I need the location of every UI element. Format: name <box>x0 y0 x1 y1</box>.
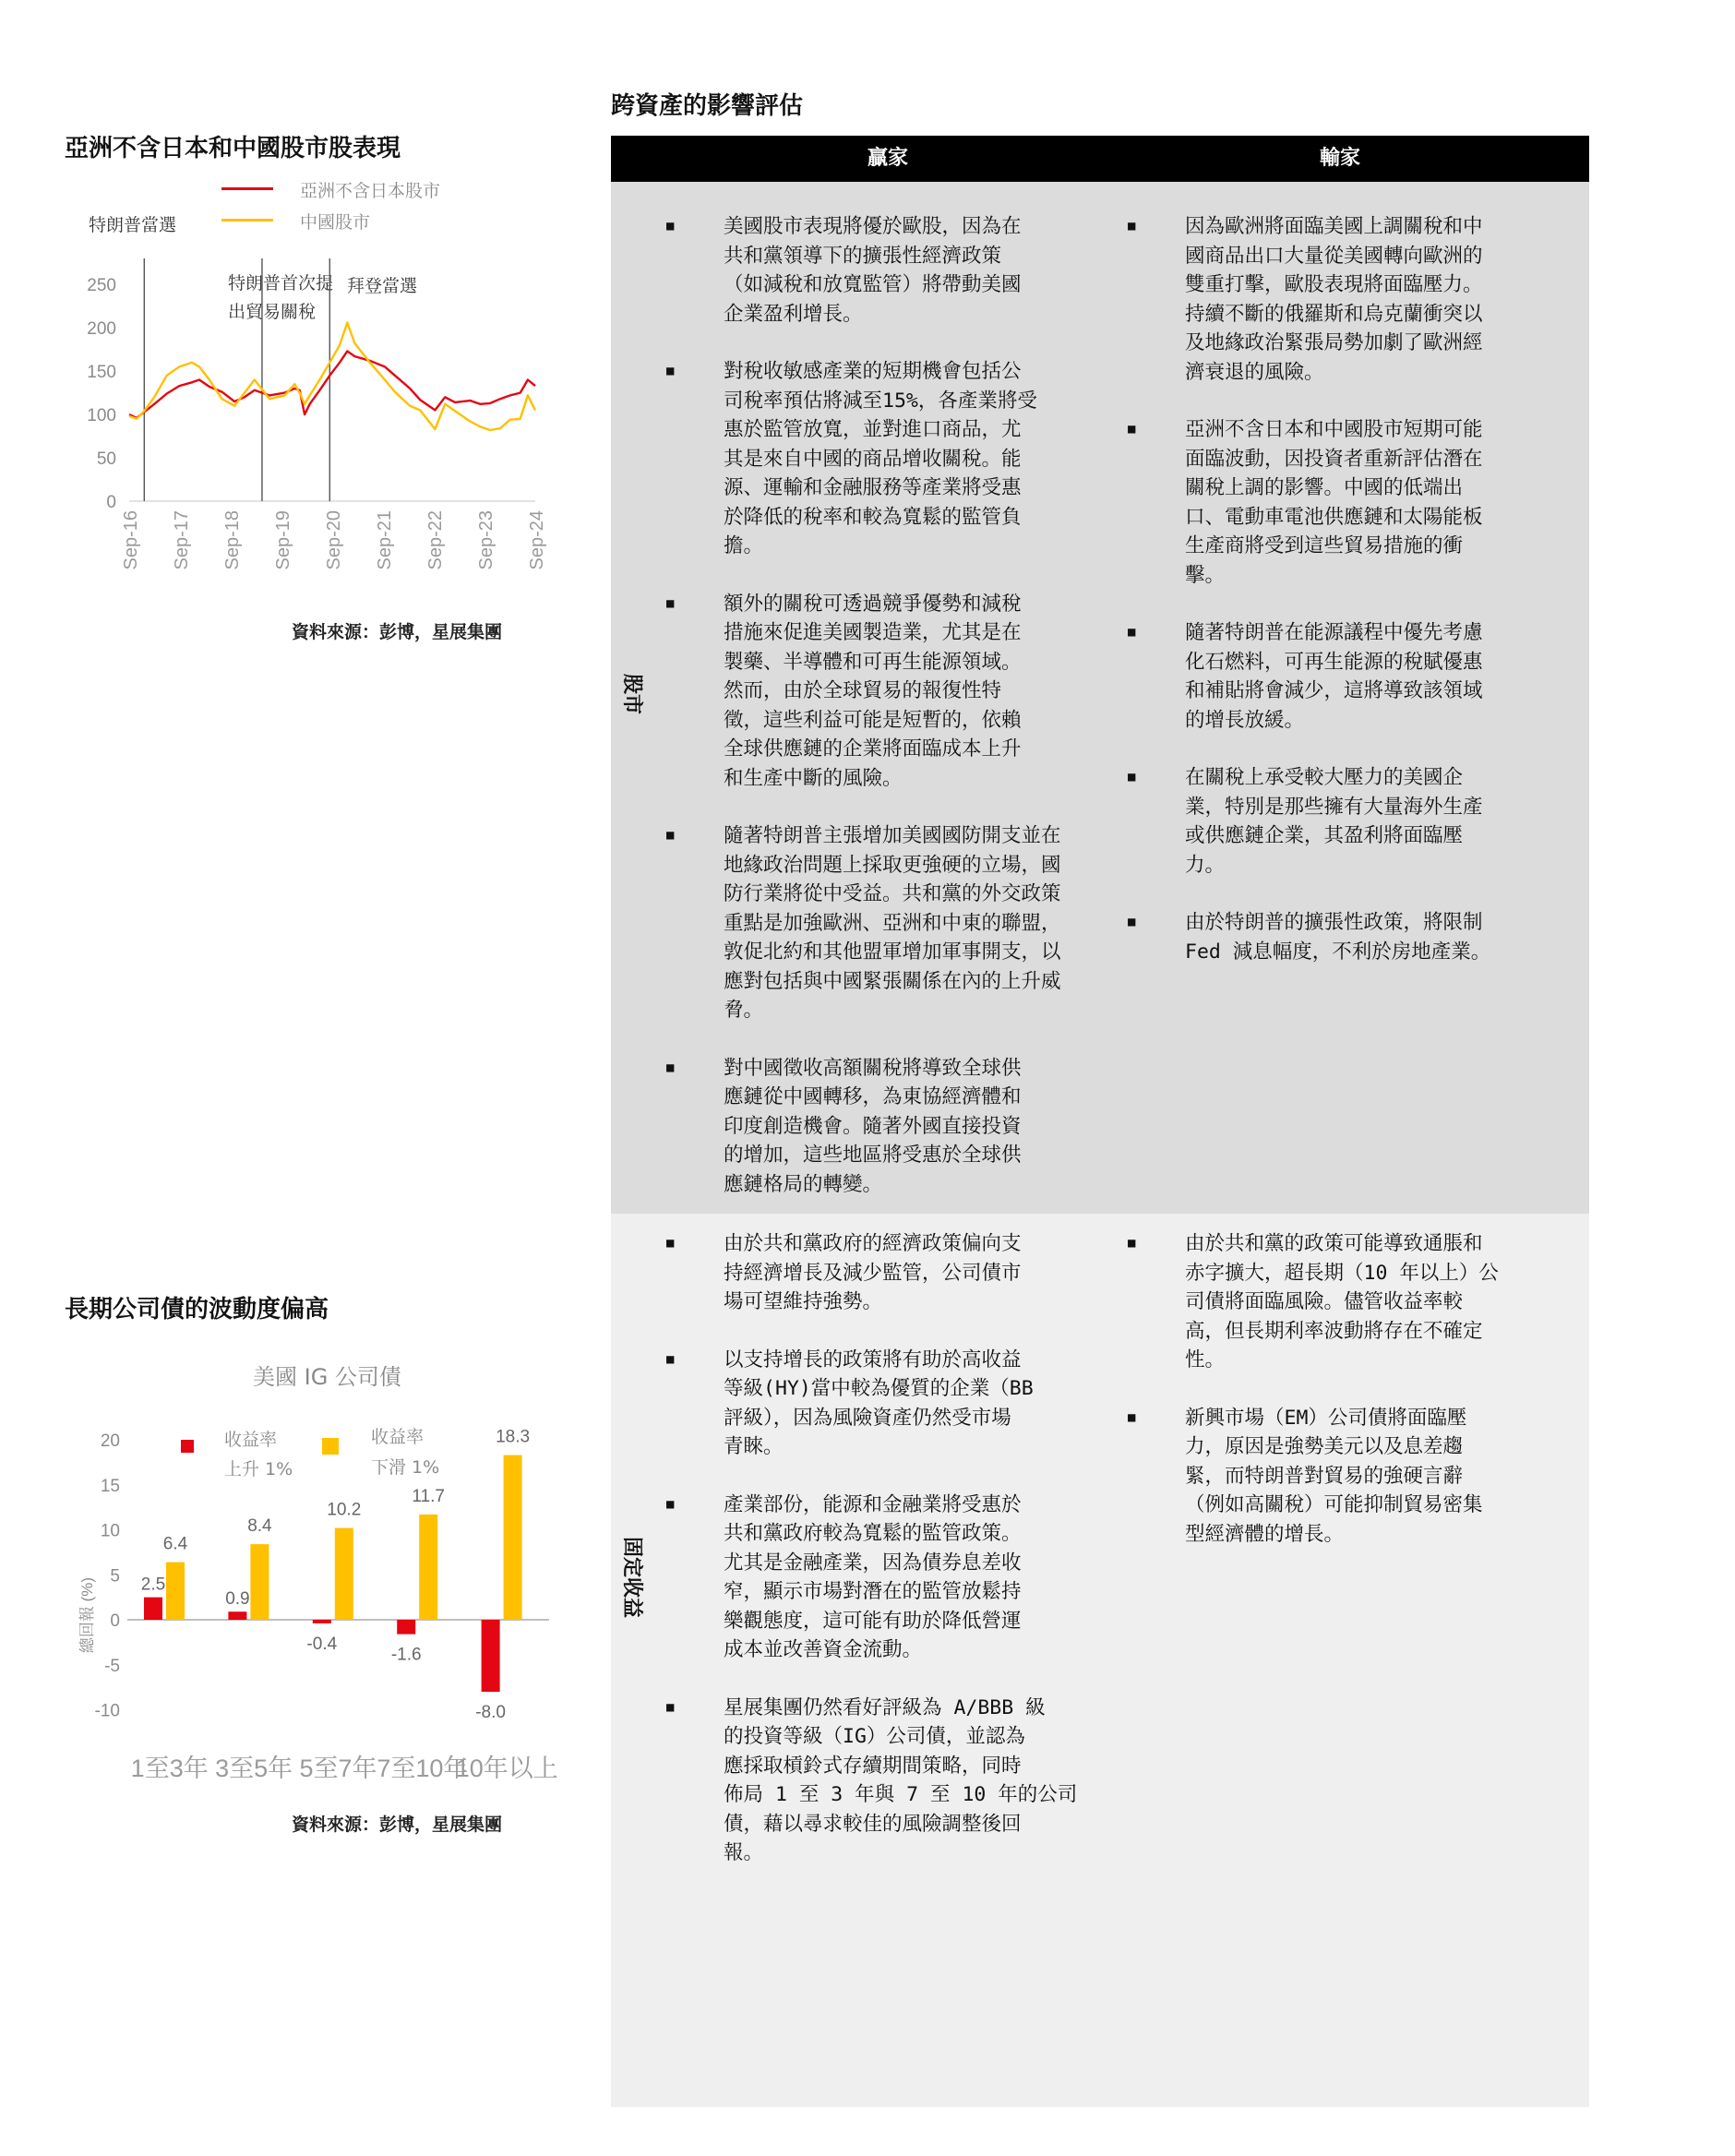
data-label-fall: 18.3 <box>496 1427 531 1447</box>
bullet-line: 國商品出口大量從美國轉向歐洲的 <box>1185 244 1483 268</box>
bullet-line: 源、運輸和金融服務等產業將受惠 <box>724 476 1022 499</box>
bullet-line: 關稅上調的影響。中國的低端出 <box>1185 476 1464 499</box>
bullet-line: 額外的關稅可透過競爭優勢和減稅 <box>724 592 1022 616</box>
annotation-trump-elected: 特朗普當選 <box>89 215 177 235</box>
equities-losers <box>1128 212 1571 995</box>
bullet-line: 樂觀態度，這可能有助於降低營運 <box>724 1609 1022 1633</box>
bullet-line: 因為歐洲將面臨美國上調關稅和中 <box>1185 215 1483 238</box>
bullet-line: 惠於監管放寬，並對進口商品，尤 <box>724 418 1022 441</box>
bullet-item <box>666 821 1109 1025</box>
bullet-line: Fed 減息幅度，不利於房地產業。 <box>1185 940 1491 964</box>
bar-yield-fall <box>250 1544 269 1620</box>
data-label-fall: 10.2 <box>327 1500 362 1520</box>
series-line <box>129 323 535 431</box>
bullet-line: 其是來自中國的商品增收關稅。能 <box>724 447 1022 471</box>
bullet-line: 司債將面臨風險。儘管收益率較 <box>1185 1290 1464 1313</box>
bullet-line: 窄，顯示市場對潛在的監管放鬆持 <box>724 1580 1022 1603</box>
bullet-line: 在關稅上承受較大壓力的美國企 <box>1185 766 1464 789</box>
bullet-icon: ■ <box>666 364 675 378</box>
bullet-line: 應採取槓鈴式存續期間策略，同時 <box>724 1754 1022 1778</box>
y-tick-label: 20 <box>100 1431 120 1451</box>
bullet-icon: ■ <box>1128 1236 1136 1251</box>
bullet-icon: ■ <box>666 595 675 611</box>
bullet-line: 力，原因是強勢美元以及息差趨 <box>1185 1435 1464 1458</box>
table-header <box>611 136 1589 182</box>
bullet-item <box>666 1054 1109 1200</box>
bullet-item <box>666 590 1109 794</box>
bullet-line: 徵，這些利益可能是短暫的，依賴 <box>724 708 1022 732</box>
x-tick-label: Sep-20 <box>324 510 344 570</box>
bar-yield-fall <box>335 1528 353 1620</box>
bullet-line: 雙重打擊，歐股表現將面臨壓力。 <box>1185 273 1483 296</box>
annotation-tariff-line2: 出貿易關稅 <box>228 302 317 322</box>
annotation-biden-elected: 拜登當選 <box>347 276 418 296</box>
x-category-label: 1至3年 <box>130 1755 209 1782</box>
chart1-source: 資料來源：彭博，星展集團 <box>292 622 503 642</box>
y-axis-label: 總回報 (%) <box>78 1576 96 1654</box>
chart1-title: 亞洲不含日本和中國股市股表現 <box>65 135 401 162</box>
x-category-label: 3至5年 <box>215 1755 293 1782</box>
chart2-source: 資料來源：彭博，星展集團 <box>292 1815 503 1835</box>
bullet-icon: ■ <box>666 1351 675 1367</box>
x-category-label: 7至10年 <box>377 1755 469 1782</box>
chart2-title: 長期公司債的波動度偏高 <box>65 1296 329 1324</box>
bullet-icon: ■ <box>1128 219 1136 234</box>
legend-label-china: 中國股市 <box>300 212 371 233</box>
bullet-line: 報。 <box>724 1841 764 1864</box>
y-tick-label: 5 <box>110 1566 120 1587</box>
bullet-item <box>1128 212 1571 387</box>
bullet-item <box>666 357 1109 561</box>
x-tick-label: Sep-23 <box>476 510 497 570</box>
bar-yield-rise <box>313 1620 331 1623</box>
bar-yield-rise <box>228 1611 246 1620</box>
y-tick-label: 0 <box>110 1611 120 1631</box>
bullet-line: 美國股市表現將優於歐股，因為在 <box>724 215 1022 238</box>
fixed-income-winners <box>666 1229 1109 1897</box>
y-tick-label: 0 <box>106 493 116 512</box>
data-label-fall: 8.4 <box>247 1516 272 1537</box>
bullet-line: 對中國徵收高額關稅將導致全球供 <box>724 1056 1022 1080</box>
bullet-line: 或供應鏈企業，其盈利將面臨壓 <box>1185 824 1464 847</box>
bullet-item <box>666 1694 1109 1868</box>
y-tick-label: 200 <box>87 319 116 340</box>
bullet-line: 和生產中斷的風險。 <box>724 766 903 790</box>
bullet-item <box>666 212 1109 329</box>
data-label-rise: -1.6 <box>390 1645 422 1665</box>
bullet-line: 印度創造機會。隨著外國直接投資 <box>724 1114 1022 1138</box>
bullet-line: 赤字擴大，超長期（10 年以上）公 <box>1185 1261 1499 1285</box>
bullet-icon: ■ <box>666 219 675 234</box>
bullet-line: 擊。 <box>1185 563 1226 587</box>
bullet-line: 共和黨領導下的擴張性經濟政策 <box>724 244 1002 268</box>
bullet-line: 敦促北約和其他盟軍增加軍事開支，以 <box>724 940 1061 964</box>
bullet-line: 力。 <box>1185 853 1226 877</box>
series-line <box>129 352 535 418</box>
header-losers: 輸家 <box>1319 147 1360 170</box>
bullet-line: 面臨波動，因投資者重新評估潛在 <box>1185 447 1483 471</box>
bullet-item <box>1128 763 1571 880</box>
data-label-rise: 2.5 <box>140 1575 166 1595</box>
legend-label-asia: 亞洲不含日本股市 <box>300 181 441 201</box>
bullet-line: 持經濟增長及減少監管，公司債市 <box>724 1261 1022 1285</box>
y-tick-label: 150 <box>87 363 116 383</box>
bar-yield-rise <box>397 1620 415 1635</box>
bullet-line: 共和黨政府較為寬鬆的監管政策。 <box>724 1522 1022 1545</box>
bullet-item <box>1128 415 1571 590</box>
bullet-line: 債，藉以尋求較佳的風險調整後回 <box>724 1812 1022 1836</box>
legend-swatch-asia <box>221 187 273 190</box>
x-tick-label: Sep-18 <box>222 510 243 570</box>
bullet-line: 由於特朗普的擴張性政策，將限制 <box>1185 911 1483 934</box>
data-label-fall: 11.7 <box>412 1486 445 1506</box>
bullet-line: 星展集團仍然看好評級為 A/BBB 級 <box>724 1695 1046 1719</box>
bullet-line: 生產商將受到這些貿易措施的衝 <box>1185 534 1464 557</box>
bullet-icon: ■ <box>1128 1409 1136 1425</box>
equities-winners <box>666 212 1109 1228</box>
bullet-line: （如減稅和放寬監管）將帶動美國 <box>724 273 1022 296</box>
bullet-line: 產業部份，能源和金融業將受惠於 <box>724 1492 1022 1516</box>
bullet-line: 高，但長期利率波動將存在不確定 <box>1185 1319 1483 1343</box>
annotation-tariff-line1: 特朗普首次提 <box>228 273 334 293</box>
legend-rise-line2: 上升 1% <box>224 1459 293 1479</box>
table-title: 跨資產的影響評估 <box>611 92 804 120</box>
bullet-line: （例如高關稅）可能抑制貿易密集 <box>1185 1493 1483 1516</box>
bullet-line: 措施來促進美國製造業，尤其是在 <box>724 621 1022 644</box>
bar-yield-rise <box>482 1620 500 1692</box>
bullet-line: 司稅率預估將減至15%，各產業將受 <box>724 389 1037 413</box>
bullet-line: 型經濟體的增長。 <box>1185 1522 1345 1546</box>
bullet-line: 的增加，這些地區將受惠於全球供 <box>724 1144 1022 1167</box>
data-label-rise: -8.0 <box>475 1703 506 1722</box>
bullet-line: 脅。 <box>724 999 764 1022</box>
x-tick-label: Sep-24 <box>527 510 547 570</box>
x-tick-label: Sep-19 <box>273 510 293 570</box>
bullet-icon: ■ <box>666 1236 675 1251</box>
x-tick-label: Sep-17 <box>172 510 192 570</box>
bullet-line: 性。 <box>1185 1348 1226 1371</box>
bullet-icon: ■ <box>1128 422 1136 437</box>
legend-rise-line1: 收益率 <box>224 1430 278 1450</box>
bullet-line: 地緣政治問題上採取更強硬的立場，國 <box>724 853 1061 877</box>
bar-yield-rise <box>144 1598 162 1620</box>
bullet-line: 口、電動車電池供應鏈和太陽能板 <box>1185 505 1483 529</box>
bullet-line: 持續不斷的俄羅斯和烏克蘭衝突以 <box>1185 302 1483 326</box>
bullet-line: 全球供應鏈的企業將面臨成本上升 <box>724 737 1022 761</box>
chart2-subtitle: 美國 IG 公司債 <box>253 1364 401 1390</box>
bullet-line: 新興市場（EM）公司債將面臨壓 <box>1185 1406 1467 1430</box>
y-tick-label: 250 <box>87 276 116 296</box>
bullet-line: 化石燃料，可再生能源的稅賦優惠 <box>1185 650 1483 674</box>
bullet-line: 然而，由於全球貿易的報復性特 <box>724 679 1002 702</box>
bullet-item <box>1128 618 1571 735</box>
bullet-line: 及地緣政治緊張局勢加劇了歐洲經 <box>1185 331 1483 354</box>
legend-fall-line2: 下滑 1% <box>371 1457 440 1478</box>
y-tick-label: 100 <box>87 406 116 426</box>
line-chart-equities <box>65 258 563 600</box>
bullet-line: 隨著特朗普主張增加美國國防開支並在 <box>724 824 1061 847</box>
fixed-income-losers <box>1128 1229 1571 1577</box>
y-tick-label: 10 <box>100 1521 120 1541</box>
bullet-item <box>1128 1229 1571 1375</box>
bullet-line: 業，特別是那些擁有大量海外生產 <box>1185 795 1483 819</box>
bullet-line: 隨著特朗普在能源議程中優先考慮 <box>1185 621 1483 644</box>
data-label-fall: 6.4 <box>162 1534 188 1554</box>
y-tick-label: -5 <box>104 1656 120 1676</box>
bar-yield-fall <box>166 1563 185 1620</box>
bullet-line: 擔。 <box>724 534 764 557</box>
bullet-line: 由於共和黨政府的經濟政策偏向支 <box>724 1232 1022 1255</box>
bullet-line: 等級(HY)當中較為優質的企業（BB <box>724 1377 1034 1400</box>
bar-yield-fall <box>504 1455 522 1620</box>
bullet-item <box>666 1346 1109 1462</box>
bullet-line: 場可望維持強勢。 <box>724 1290 883 1313</box>
bullet-item <box>666 1491 1109 1665</box>
y-tick-label: 15 <box>100 1476 120 1496</box>
bullet-icon: ■ <box>1128 770 1136 785</box>
bullet-line: 應鏈從中國轉移，為東協經濟體和 <box>724 1085 1022 1108</box>
bullet-line: 緊，而特朗普對貿易的強硬言辭 <box>1185 1464 1464 1488</box>
bullet-icon: ■ <box>666 1699 675 1715</box>
legend-fall-line1: 收益率 <box>371 1427 425 1447</box>
bullet-line: 亞洲不含日本和中國股市短期可能 <box>1185 418 1483 441</box>
bullet-line: 防行業將從中受益。共和黨的外交政策 <box>724 882 1061 905</box>
x-tick-label: Sep-21 <box>375 510 395 570</box>
y-tick-label: 50 <box>96 449 116 470</box>
y-tick-label: -10 <box>94 1701 120 1721</box>
bullet-line: 成本並改善資金流動。 <box>724 1638 923 1661</box>
bullet-line: 製藥、半導體和可再生能源領域。 <box>724 650 1022 674</box>
data-label-rise: -0.4 <box>306 1634 338 1654</box>
bullet-line: 的增長放緩。 <box>1185 708 1305 732</box>
bullet-line: 於降低的稅率和較為寬鬆的監管負 <box>724 505 1022 529</box>
bullet-item <box>666 1229 1109 1317</box>
bullet-icon: ■ <box>1128 625 1136 640</box>
bullet-line: 尤其是金融產業，因為債券息差收 <box>724 1551 1022 1575</box>
bullet-line: 以支持增長的政策將有助於高收益 <box>724 1348 1022 1371</box>
bullet-line: 應對包括與中國緊張關係在內的上升威 <box>724 969 1061 993</box>
bar-chart-ig-bonds <box>65 1412 563 1800</box>
bullet-icon: ■ <box>666 1060 675 1075</box>
bullet-line: 評級），因為風險資產仍然受市場 <box>724 1406 1011 1430</box>
x-tick-label: Sep-16 <box>121 510 141 570</box>
bullet-line: 濟衰退的風險。 <box>1185 360 1324 384</box>
bullet-icon: ■ <box>1128 915 1136 929</box>
x-category-label: 5至7年 <box>299 1755 377 1782</box>
row-label-fixed-income: 固定收益 <box>620 1537 643 1619</box>
bullet-line: 和補貼將會減少，這將導致該領域 <box>1185 679 1483 702</box>
bullet-line: 重點是加強歐洲、亞洲和中東的聯盟， <box>724 911 1061 935</box>
bar-yield-fall <box>419 1515 437 1620</box>
bullet-line: 應鏈格局的轉變。 <box>724 1172 883 1196</box>
data-label-rise: 0.9 <box>225 1589 250 1610</box>
bullet-line: 佈局 1 至 3 年與 7 至 10 年的公司 <box>724 1783 1078 1806</box>
bullet-icon: ■ <box>666 1496 675 1512</box>
bullet-line: 青睞。 <box>724 1435 784 1458</box>
x-category-label: 10年以上 <box>455 1755 558 1782</box>
header-winners: 贏家 <box>867 147 908 170</box>
bullet-line: 的投資等級（IG）公司債，並認為 <box>724 1725 1025 1748</box>
bullet-line: 對稅收敏感產業的短期機會包括公 <box>724 360 1022 383</box>
bullet-item <box>1128 908 1571 966</box>
bullet-line: 企業盈利增長。 <box>724 302 863 326</box>
legend-swatch-china <box>221 219 273 222</box>
bullet-item <box>1128 1404 1571 1550</box>
bullet-icon: ■ <box>666 828 675 843</box>
row-label-equities: 股市 <box>620 674 643 715</box>
x-tick-label: Sep-22 <box>425 510 446 570</box>
bullet-line: 由於共和黨的政策可能導致通脹和 <box>1185 1232 1483 1255</box>
